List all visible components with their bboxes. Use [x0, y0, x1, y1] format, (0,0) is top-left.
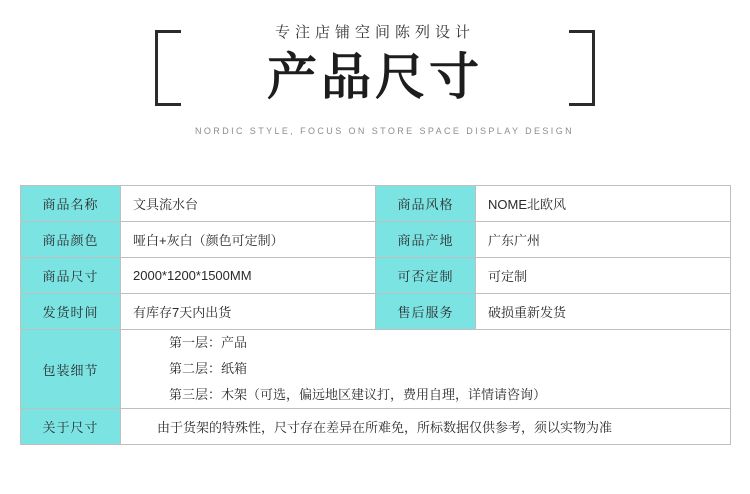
table-row — [21, 186, 731, 222]
row-label-after-sales: 售后服务 — [376, 294, 476, 330]
table-row-packaging — [21, 330, 731, 409]
page-header — [0, 0, 750, 178]
spec-table-wrapper — [20, 185, 730, 445]
row-label-product-origin: 商品产地 — [376, 222, 476, 258]
page-title: 产品尺寸 — [267, 49, 483, 105]
row-value-product-name: 文具流水台 — [121, 186, 376, 222]
row-label-product-color: 商品颜色 — [21, 222, 121, 258]
row-value-product-color: 哑白+灰白（颜色可定制） — [121, 222, 376, 258]
table-row-about-size — [21, 409, 731, 445]
packaging-line-1: 第一层：产品 — [169, 335, 248, 350]
row-value-product-size: 2000*1200*1500MM — [121, 258, 376, 294]
packaging-line-3: 第三层：木架（可选，偏远地区建议打，费用自理，详情请咨询） — [169, 387, 547, 402]
header-bottom-subtitle: NORDIC STYLE, FOCUS ON STORE SPACE DISPLAY DESIGN — [195, 126, 574, 136]
header-inner — [195, 22, 574, 147]
row-label-product-size: 商品尺寸 — [21, 258, 121, 294]
row-value-product-style: NOME北欧风 — [476, 186, 731, 222]
row-value-about-size — [121, 409, 731, 445]
table-row — [21, 294, 731, 330]
row-label-product-name: 商品名称 — [21, 186, 121, 222]
row-value-customizable: 可定制 — [476, 258, 731, 294]
row-value-packaging — [121, 330, 731, 409]
row-value-ship-time: 有库存7天内出货 — [121, 294, 376, 330]
header-top-subtitle: 专注店铺空间陈列设计 — [274, 24, 475, 41]
bracket-left-decoration — [155, 30, 181, 106]
row-label-ship-time: 发货时间 — [21, 294, 121, 330]
row-value-product-origin: 广东广州 — [476, 222, 731, 258]
packaging-line-2: 第二层：纸箱 — [169, 361, 248, 376]
about-size-text: 由于货架的特殊性，尺寸存在差异在所难免，所标数据仅供参考，须以实物为准 — [157, 420, 613, 435]
spec-table — [20, 185, 731, 445]
row-label-customizable: 可否定制 — [376, 258, 476, 294]
row-label-product-style: 商品风格 — [376, 186, 476, 222]
table-row — [21, 258, 731, 294]
row-label-about-size: 关于尺寸 — [21, 409, 121, 445]
row-label-packaging: 包装细节 — [21, 330, 121, 409]
bracket-right-decoration — [569, 30, 595, 106]
table-row — [21, 222, 731, 258]
row-value-after-sales: 破损重新发货 — [476, 294, 731, 330]
